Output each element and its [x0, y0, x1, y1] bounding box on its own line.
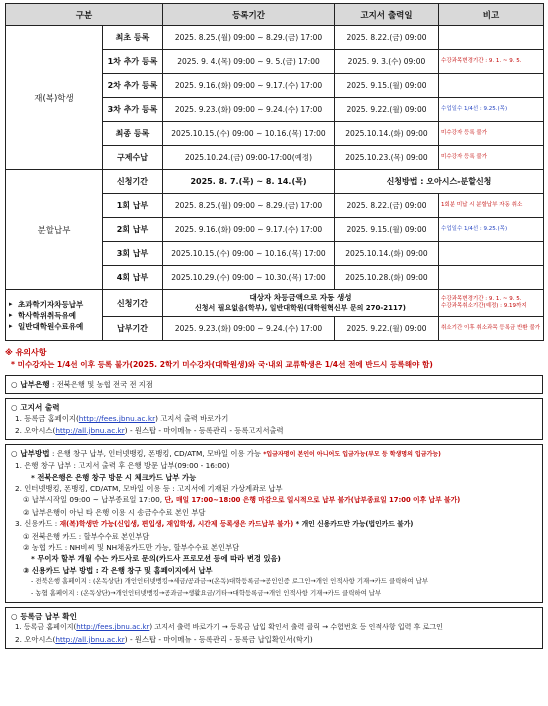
note-line: 수강과목변경기간 : 9. 1. ~ 9. 5. [441, 296, 522, 302]
row-print-date: 2025.10.23.(목) 09:00 [335, 146, 439, 170]
method-line: 1. 은행 창구 납부 : 고지서 출력 후 은행 방문 납부(09:00 - 16:00) [15, 461, 230, 471]
method-line: - 농협 홈페이지 : (온독상단)→개인인터넷뱅킹→공과금→생활요금/기타→대학등록금→개인 인적사항 기재→카드 클릭하여 납부 [31, 588, 382, 597]
method-box [5, 444, 543, 603]
bank-box [5, 375, 543, 394]
row-note: 수업일수 1/4선 : 9.25.(목) [439, 218, 544, 242]
bill-heading: ○ 고지서 출력 [11, 403, 60, 413]
row-period: 2025. 9.16.(화) 09:00 ~ 9.17.(수) 17:00 [163, 218, 335, 242]
method-line: ③ 신용카드 납부 방법 : 각 은행 창구 및 홈페이지에서 납부 [23, 565, 213, 575]
row-note: 수업일수 1/4선 : 9.25.(목) [439, 98, 544, 122]
header-category: 구분 [6, 4, 163, 26]
row-label: 4회 납부 [103, 266, 163, 290]
text: 1. 등록금 홈페이지( [15, 414, 79, 424]
row-print-date: 2025. 9.15.(월) 09:00 [335, 74, 439, 98]
method-line [11, 494, 537, 506]
row-print-date: 2025. 9.22.(월) 09:00 [335, 98, 439, 122]
text: 2. 오아시스( [15, 425, 56, 435]
header-remarks: 비고 [439, 4, 544, 26]
method-line: - 전북은행 홈페이지 : (온독상단) 개인인터넷뱅킹→세금/공과금→(온독)대학등록금→공인인증 로그인→개인 인적사항 기재→카드 클릭하여 납부 [31, 577, 429, 586]
list-item: ▸ 일반대학원수료유예 [18, 321, 100, 332]
row-print-date: 2025. 9.22.(월) 09:00 [335, 317, 439, 341]
row-period: 2025. 9.23.(화) 09:00 ~ 9.24.(수) 17:00 [163, 98, 335, 122]
caution-section [5, 347, 543, 371]
header-period: 등록기간 [163, 4, 335, 26]
text: 재(복)학생만 가능(신입생, 편입생, 재입학생, 시간제 등록생은 카드납부 불가) [59, 520, 294, 529]
row-period: 2025.10.24.(금) 09:00-17:00(예정) [163, 146, 335, 170]
text: 단, 매일 17:00~18:00 은행 마감으로 일시적으로 납부 불가(납부종료일 17:00 이후 납부 불가) [164, 496, 461, 505]
row-period: 2025. 9.23.(화) 09:00 ~ 9.24.(수) 17:00 [163, 317, 335, 341]
row-label: 3차 추가 등록 [103, 98, 163, 122]
row-period: 2025. 9. 4.(목) 09:00 ~ 9. 5.(금) 17:00 [163, 50, 335, 74]
oasis-link[interactable]: http://all.jbnu.ac.kr [55, 425, 125, 435]
row-print-date: 2025. 8.22.(금) 09:00 [335, 26, 439, 50]
list-item: ▸ 초과학기자차등납부 [18, 299, 100, 310]
confirm-heading: ○ 등록금 납부 확인 [11, 612, 77, 622]
row-label: 3회 납부 [103, 242, 163, 266]
method-note: *입금자명이 본인이 아니어도 입금가능(부모 등 학생명의 입금가능) [263, 450, 441, 458]
confirm-line-1 [11, 622, 537, 633]
method-line: ② 농협 카드 : NH비씨 및 NH채움카드만 가능, 할부수수료 본인부담 [23, 543, 240, 553]
schedule-table [5, 3, 544, 341]
method-line: * 무이자 할부 개월 수는 카드사로 문의(카드사 프로모션 등에 따라 변경 있음) [31, 554, 281, 564]
table-header-row [6, 4, 544, 26]
apply-method: 신청방법 : 오아시스-분할신청 [335, 170, 544, 194]
method-line: * 전북은행은 은행 창구 방문 시 체크카드 납부 가능 [31, 472, 197, 482]
row-label: 납부기간 [103, 317, 163, 341]
table-row [6, 290, 544, 317]
row-print-date: 2025. 9.15.(월) 09:00 [335, 218, 439, 242]
method-line: ② 납부은행이 아닌 타 은행 이용 시 송금수수료 본인 부담 [23, 507, 206, 517]
confirm-line-2 [11, 634, 537, 645]
bill-box [5, 398, 543, 440]
row-print-date: 2025.10.28.(화) 09:00 [335, 266, 439, 290]
method-heading: ○ 납부방법 [11, 448, 50, 458]
row-note: 수강과목변경기간 : 9. 1. ~ 9. 5. [439, 50, 544, 74]
caution-title: ※ 유의사항 [5, 348, 47, 357]
apply-line-2: 신청서 필요없음(학부), 일반대학원(대학원혁신부 문의 270-2117) [195, 304, 406, 312]
category-installment: 분할납부 [6, 170, 103, 290]
bill-line-2 [11, 425, 537, 436]
text: ) - 원스탑 - 마이메뉴 - 등록관리 - 등록고지서출력 [124, 425, 284, 435]
special-apply-info [163, 290, 439, 317]
row-label: 최초 등록 [103, 26, 163, 50]
row-label: 신청기간 [103, 290, 163, 317]
apply-line-1: 대상자 차등금액으로 자동 생성 [249, 293, 352, 302]
notice-document [5, 3, 543, 649]
row-label: 1회 납부 [103, 194, 163, 218]
row-label: 최종 등록 [103, 122, 163, 146]
special-list [8, 299, 100, 332]
bill-line-1 [11, 413, 537, 424]
row-note: 1회분 미납 시 분할납부 자동 취소 [439, 194, 544, 218]
note-line: 수강과목취소기간(예정) : 9.19까지 [441, 303, 527, 309]
row-note [439, 74, 544, 98]
text: ) 고지서 출력 바로가기 → 등록금 납입 확인서 출력 클릭 → 수험번호 등 인적사항 입력 후 로그인 [149, 623, 443, 632]
row-period: 2025.10.15.(수) 09:00 ~ 10.16.(목) 17:00 [163, 242, 335, 266]
row-period: 2025. 8.25.(월) 09:00 ~ 8.29.(금) 17:00 [163, 194, 335, 218]
category-special [6, 290, 103, 341]
row-label: 2차 추가 등록 [103, 74, 163, 98]
table-row [6, 26, 544, 50]
row-print-date: 2025.10.14.(화) 09:00 [335, 242, 439, 266]
row-label: 구제수납 [103, 146, 163, 170]
text: ① 납부시작일 09:00 ~ 납부종료일 17:00, [23, 495, 165, 505]
text: ) 고지서 출력 바로가기 [155, 414, 229, 424]
fees-link[interactable]: http://fees.jbnu.ac.kr [78, 414, 156, 424]
row-print-date: 2025. 9. 3.(수) 09:00 [335, 50, 439, 74]
text: 2. 오아시스( [15, 634, 56, 644]
text: ) - 원스탑 - 마이메뉴 - 등록관리 - 등록금 납입확인서(학기) [124, 634, 313, 644]
row-label: 2회 납부 [103, 218, 163, 242]
row-note [439, 242, 544, 266]
oasis-link[interactable]: http://all.jbnu.ac.kr [55, 634, 125, 644]
text: : 은행 창구 납부, 인터넷뱅킹, 폰뱅킹, CD/ATM, 모바일 이용 가능 [49, 448, 264, 458]
row-period: 2025.10.29.(수) 09:00 ~ 10.30.(목) 17:00 [163, 266, 335, 290]
table-row [6, 170, 544, 194]
row-period: 2025. 9.16.(화) 09:00 ~ 9.17.(수) 17:00 [163, 74, 335, 98]
row-print-date: 2025. 8.22.(금) 09:00 [335, 194, 439, 218]
category-rereg: 재(복)학생 [6, 26, 103, 170]
row-note: 미수강자 등록 불가 [439, 122, 544, 146]
text: 1. 등록금 홈페이지( [15, 623, 77, 632]
row-note [439, 26, 544, 50]
bank-heading: ○ 납부은행 [11, 380, 50, 389]
method-line [11, 518, 537, 530]
bank-text: : 전북은행 및 농협 전국 전 지점 [49, 380, 153, 389]
row-period: 2025. 8.25.(월) 09:00 ~ 8.29.(금) 17:00 [163, 26, 335, 50]
row-period: 2025. 8. 7.(목) ~ 8. 14.(목) [163, 170, 335, 194]
method-line: 2. 인터넷뱅킹, 폰뱅킹, CD/ATM, 모바일 이용 등 : 고지서에 기재된 가상계좌로 납부 [15, 484, 283, 494]
row-note [439, 266, 544, 290]
confirm-box [5, 607, 543, 649]
caution-text: * 미수강자는 1/4선 이후 등록 불가(2025. 2학기 미수강자(대학원생)와 국·내외 교류학생은 1/4선 전에 반드시 등록해야 함) [11, 360, 433, 369]
list-item: ▸ 학사학위취득유예 [18, 310, 100, 321]
method-line: ① 전북은행 카드 : 할부수수료 본인부담 [23, 531, 150, 541]
row-note: 미수강자 등록 불가 [439, 146, 544, 170]
text: 3. 신용카드 : [15, 519, 60, 529]
row-period: 2025.10.15.(수) 09:00 ~ 10.16.(목) 17:00 [163, 122, 335, 146]
row-label: 1차 추가 등록 [103, 50, 163, 74]
header-print-date: 고지서 출력일 [335, 4, 439, 26]
row-label: 신청기간 [103, 170, 163, 194]
method-heading-line [11, 448, 537, 460]
text: * 개인 신용카드만 가능(법인카드 불가) [293, 520, 414, 529]
special-apply-note [439, 290, 544, 317]
row-print-date: 2025.10.14.(화) 09:00 [335, 122, 439, 146]
row-note: 취소기간 이후 취소과목 등록금 반환 불가 [439, 317, 544, 341]
fees-link[interactable]: http://fees.jbnu.ac.kr [76, 623, 150, 632]
